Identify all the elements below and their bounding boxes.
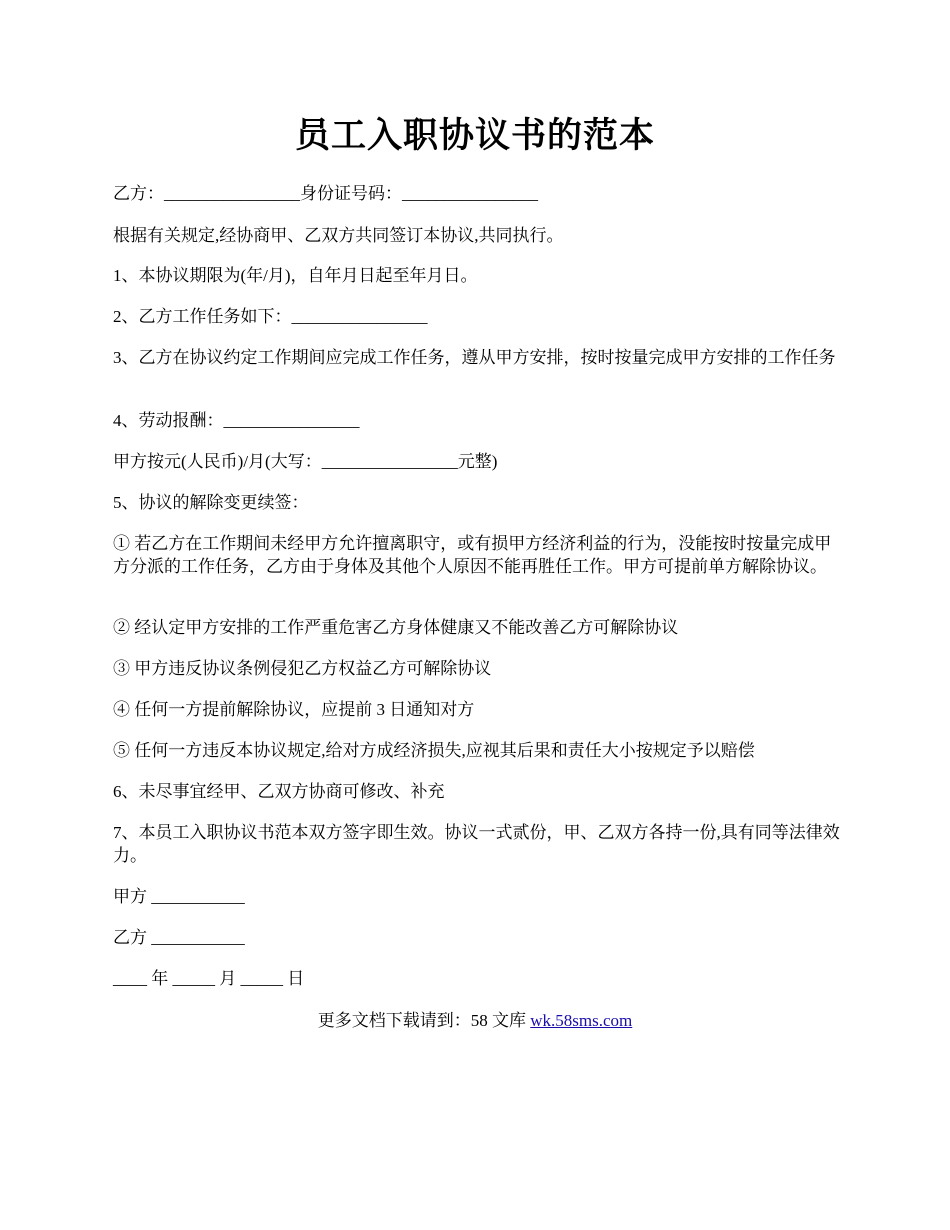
termination-item-5: ⑤ 任何一方违反本协议规定,给对方成经济损失,应视其后果和责任大小按规定予以赔偿 (113, 741, 755, 760)
clause-2-tasks: 2、乙方工作任务如下：________________ (113, 307, 428, 326)
clause-6-amendments: 6、未尽事宜经甲、乙双方协商可修改、补充 (113, 782, 445, 801)
clause-4-pay: 4、劳动报酬：________________ (113, 411, 360, 430)
intro-paragraph: 根据有关规定,经协商甲、乙双方共同签订本协议,共同执行。 (113, 226, 564, 245)
termination-item-1: ① 若乙方在工作期间未经甲方允许擅离职守，或有损甲方经济利益的行为，没能按时按量完成甲方分派的工作任务，乙方由于身体及其他个人原因不能再胜任工作。甲方可提前单方解除协议。 (113, 534, 832, 576)
clause-1-term: 1、本协议期限为(年/月)，自年月日起至年月日。 (113, 266, 478, 285)
termination-item-3: ③ 甲方违反协议条例侵犯乙方权益乙方可解除协议 (113, 659, 492, 678)
party-a-signature-line: 甲方 ___________ (113, 887, 245, 906)
document-title: 员工入职协议书的范本 (294, 116, 655, 155)
date-line: ____ 年 _____ 月 _____ 日 (113, 969, 305, 988)
party-b-signature-line: 乙方 ___________ (113, 928, 245, 947)
termination-item-2: ② 经认定甲方安排的工作严重危害乙方身体健康又不能改善乙方可解除协议 (113, 618, 679, 637)
termination-item-4: ④ 任何一方提前解除协议，应提前 3 日通知对方 (113, 700, 475, 719)
party-b-id-line: 乙方：________________身份证号码：________________ (113, 184, 538, 203)
footer-text: 更多文档下载请到：58 文库 (317, 1011, 531, 1030)
download-footer (0, 1009, 950, 1032)
pay-amount-line: 甲方按元(人民币)/月(大写：________________元整) (113, 452, 498, 471)
clause-5-termination: 5、协议的解除变更续签： (113, 493, 309, 512)
footer-link[interactable]: wk.58sms.com (530, 1011, 633, 1030)
clause-7-effect: 7、本员工入职协议书范本双方签字即生效。协议一式贰份，甲、乙双方各持一份,具有同等法律效力。 (113, 823, 840, 865)
clause-3-duties: 3、乙方在协议约定工作期间应完成工作任务，遵从甲方安排，按时按量完成甲方安排的工作任务 (113, 348, 836, 367)
